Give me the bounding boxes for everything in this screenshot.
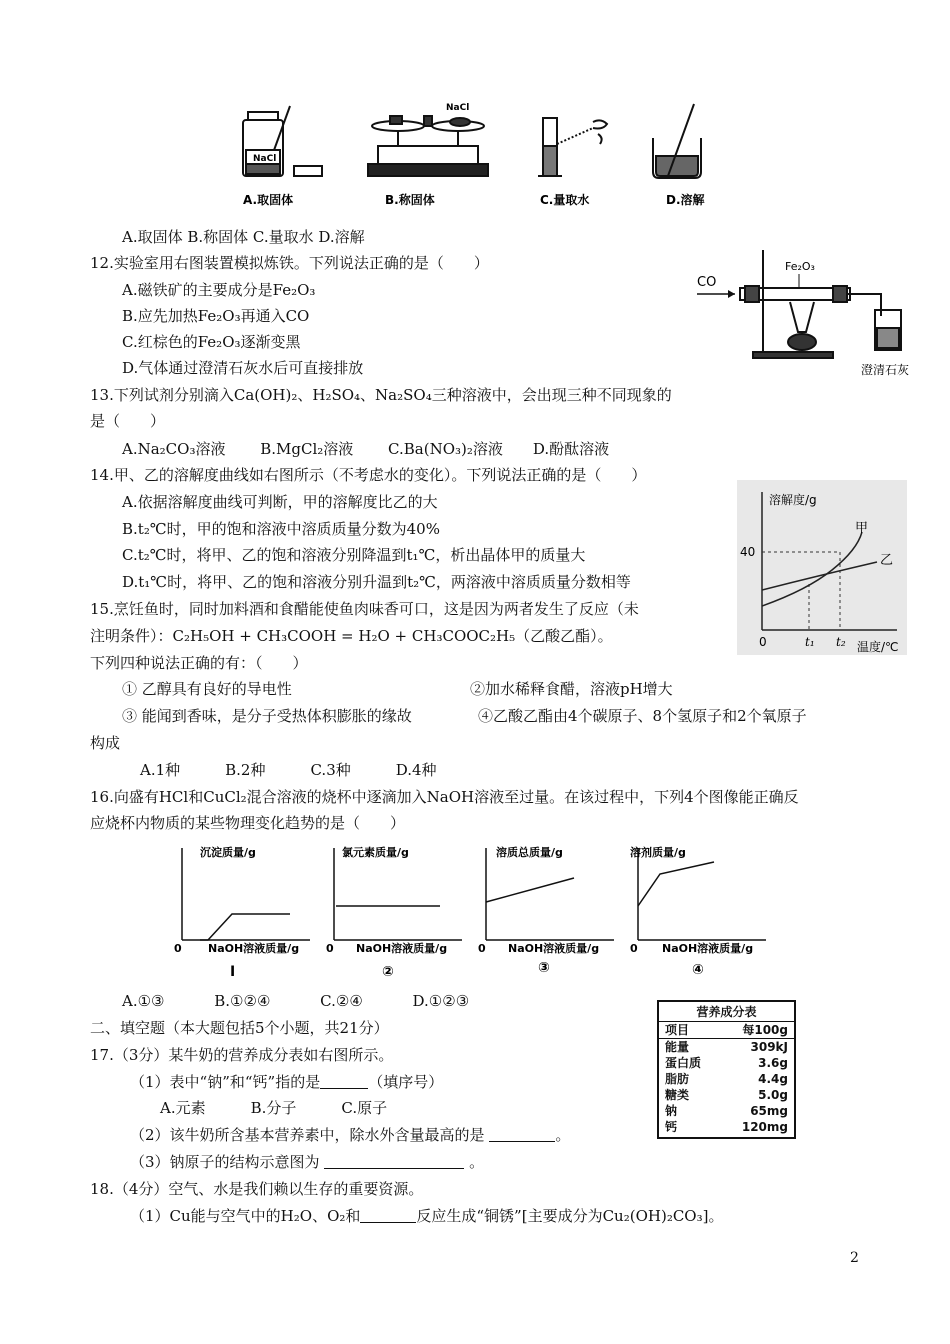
nutrient-value: 3.6g [758, 1056, 788, 1070]
q15-statement-2: ②加水稀释食醋，溶液pH增大 [470, 680, 673, 698]
sol-t2: t₂ [836, 635, 846, 649]
q17-part1-text: （1）表中“钠”和“钙”指的是 [130, 1073, 321, 1091]
q17-part3-text: （3）钠原子的结构示意图为 [130, 1153, 320, 1171]
nutrient-name: 蛋白质 [665, 1056, 702, 1070]
q11-caption-b: B.称固体 [385, 193, 435, 207]
solubility-curve-chart [737, 480, 907, 655]
q12-stem: 12.实验室用右图装置模拟炼铁。下列说法正确的是（ ） [90, 254, 489, 272]
sol-ytick-40: 40 [740, 545, 756, 559]
page-number: 2 [850, 1250, 859, 1266]
q17-part1-blank[interactable] [320, 1074, 368, 1089]
q18-stem: 18.（4分）空气、水是我们赖以生存的重要资源。 [90, 1180, 424, 1198]
nutrient-name: 脂肪 [665, 1072, 690, 1086]
graph2-label: ② [382, 964, 394, 980]
q17-part3-blank[interactable] [324, 1154, 464, 1169]
q18-part1 [130, 1206, 723, 1226]
graph4-ylabel: 溶剂质量/g [630, 846, 686, 859]
sol-xlabel: 温度/℃ [857, 640, 899, 654]
limewater-label: 澄清石灰 [861, 363, 910, 377]
nutrient-name: 钠 [665, 1104, 678, 1118]
q14-option-a: A.依据溶解度曲线可判断，甲的溶解度比乙的大 [122, 493, 438, 511]
q14-option-d: D.t₁℃时，将甲、乙的饱和溶液分别升温到t₂℃，两溶液中溶质质量分数相等 [122, 573, 631, 591]
q15-statement-4: ④乙酸乙酯由4个碳原子、8个氢原子和2个氧原子 [478, 707, 807, 725]
q11-caption-d: D.溶解 [666, 193, 705, 207]
q15-options: A.1种 B.2种 C.3种 D.4种 [140, 761, 437, 779]
q18-part1-text: （1）Cu能与空气中的H₂O、O₂和 [130, 1207, 361, 1225]
graph1-ylabel: 沉淀质量/g [200, 846, 256, 859]
q17-stem: 17.（3分）某牛奶的营养成分表如右图所示。 [90, 1046, 394, 1064]
co-label: CO [697, 275, 717, 290]
q12-option-b: B.应先加热Fe₂O₃再通入CO [122, 307, 310, 325]
q17-part2: （2）该牛奶所含基本营养素中，除水外含量最高的是 。 [130, 1126, 571, 1144]
q17-part1 [130, 1072, 443, 1092]
q15-stem-line2: 注明条件）：C₂H₅OH + CH₃COOH = H₂O + CH₃COOC₂H₅（乙酸乙酯）。 [90, 627, 613, 645]
q11-caption-c: C.量取水 [540, 193, 590, 207]
graph3-label: ③ [538, 960, 550, 976]
graph1-xlabel: NaOH溶液质量/g [208, 942, 300, 955]
sol-t1: t₁ [805, 635, 815, 649]
q13-stem-line2: 是（ ） [90, 412, 166, 430]
q13-stem-line1: 13.下列试剂分别滴入Ca(OH)₂、H₂SO₄、Na₂SO₄三种溶液中，会出现三种不同现象的 [90, 386, 672, 404]
table-row [659, 1039, 794, 1056]
nacl-label-b: NaCl [446, 103, 470, 113]
graph1-origin: 0 [174, 942, 182, 955]
q14-option-c: C.t₂℃时，将甲、乙的饱和溶液分别降温到t₁℃，析出晶体甲的质量大 [122, 546, 586, 564]
q16-graph-4 [626, 840, 776, 980]
nutrition-header-per100: 每100g [742, 1023, 788, 1037]
table-row [659, 1103, 794, 1119]
curve-yi [762, 562, 877, 590]
graph4-xlabel: NaOH溶液质量/g [662, 942, 754, 955]
graph2-xlabel: NaOH溶液质量/g [356, 942, 448, 955]
sol-yi: 乙 [880, 553, 894, 568]
nutrient-value: 5.0g [758, 1088, 788, 1102]
section2-heading: 二、填空题（本大题包括5个小题，共21分） [90, 1019, 389, 1037]
graph3-ylabel: 溶质总质量/g [496, 846, 563, 859]
q11-caption-a: A.取固体 [243, 193, 294, 207]
nutrient-name: 糖类 [665, 1088, 690, 1102]
q17-part2-blank[interactable] [489, 1127, 555, 1142]
q15-stem-line1: 15.烹饪鱼时，同时加料酒和食醋能使鱼肉味香可口，这是因为两者发生了反应（未 [90, 600, 639, 618]
sol-origin: 0 [759, 635, 767, 649]
sol-ylabel: 溶解度/g [769, 493, 817, 507]
q12-option-d: D.气体通过澄清石灰水后可直接排放 [122, 359, 364, 377]
balance-image [368, 116, 488, 176]
q18-part1-suffix: 反应生成“铜锈”[主要成分为Cu₂(OH)₂CO₃]。 [416, 1207, 724, 1225]
graph2-ylabel: 氯元素质量/g [342, 846, 409, 859]
q11-figure-strip [228, 98, 728, 218]
q12-option-a: A.磁铁矿的主要成分是Fe₂O₃ [122, 281, 316, 299]
q15-statement-4-cont: 构成 [90, 734, 121, 752]
nutrition-table-box [657, 1000, 796, 1139]
q16-options: A.①③ B.①②④ C.②④ D.①②③ [122, 992, 470, 1010]
q13-options: A.Na₂CO₃溶液 B.MgCl₂溶液 C.Ba(NO₃)₂溶液 D.酚酞溶液 [122, 440, 610, 458]
table-row [659, 1071, 794, 1087]
q16-graph-1 [170, 840, 320, 980]
nutrition-header-row [659, 1022, 794, 1039]
graph3-xlabel: NaOH溶液质量/g [508, 942, 600, 955]
q15-statement-3: ③ 能闻到香味，是分子受热体积膨胀的缘故 [122, 707, 412, 725]
nutrition-title: 营养成分表 [659, 1004, 794, 1022]
nacl-label-a: NaCl [253, 154, 277, 164]
q12-option-c: C.红棕色的Fe₂O₃逐渐变黑 [122, 333, 301, 351]
q18-part1-blank[interactable] [360, 1208, 416, 1223]
q16-stem-line1: 16.向盛有HCl和CuCl₂混合溶液的烧杯中逐滴加入NaOH溶液至过量。在该过程中，下列4个图像能正确反 [90, 788, 799, 806]
q11-options: A.取固体 B.称固体 C.量取水 D.溶解 [122, 228, 365, 246]
graph2-origin: 0 [326, 942, 334, 955]
q17-part2-text: （2）该牛奶所含基本营养素中，除水外含量最高的是 [130, 1126, 485, 1144]
q16-graph-3 [474, 840, 624, 980]
graph1-label: Ⅰ [230, 964, 236, 980]
nutrient-name: 钙 [665, 1120, 678, 1134]
nutrition-table [659, 1022, 794, 1135]
q17-part3: （3）钠原子的结构示意图为 。 [130, 1153, 485, 1171]
beaker-image [653, 104, 701, 178]
table-row [659, 1119, 794, 1135]
q16-stem-line2: 应烧杯内物质的某些物理变化趋势的是（ ） [90, 814, 406, 832]
q17-part1-options: A.元素 B.分子 C.原子 [160, 1099, 388, 1117]
iron-smelting-apparatus [695, 240, 925, 380]
nutrient-value: 309kJ [750, 1040, 788, 1054]
q15-statement-1: ① 乙醇具有良好的导电性 [122, 680, 292, 698]
q14-stem: 14.甲、乙的溶解度曲线如右图所示（不考虑水的变化）。下列说法正确的是（ ） [90, 466, 647, 484]
nutrient-value: 65mg [750, 1104, 788, 1118]
graph4-label: ④ [692, 962, 704, 978]
nutrition-header-item: 项目 [665, 1023, 690, 1037]
table-row [659, 1087, 794, 1103]
nutrient-value: 4.4g [758, 1072, 788, 1086]
nutrient-name: 能量 [665, 1040, 690, 1054]
nutrient-value: 120mg [741, 1120, 788, 1134]
q17-part1-suffix: （填序号） [368, 1073, 444, 1091]
fe2o3-label: Fe₂O₃ [785, 260, 815, 273]
q16-graph-2 [322, 840, 472, 980]
cylinder-image [538, 118, 607, 176]
jar-image [243, 106, 322, 176]
sol-jia: 甲 [855, 521, 869, 536]
graph3-origin: 0 [478, 942, 486, 955]
q14-option-b: B.t₂℃时，甲的饱和溶液中溶质质量分数为40% [122, 520, 440, 538]
table-row [659, 1055, 794, 1071]
q15-stem-line3: 下列四种说法正确的有：（ ） [90, 654, 308, 672]
graph4-origin: 0 [630, 942, 638, 955]
